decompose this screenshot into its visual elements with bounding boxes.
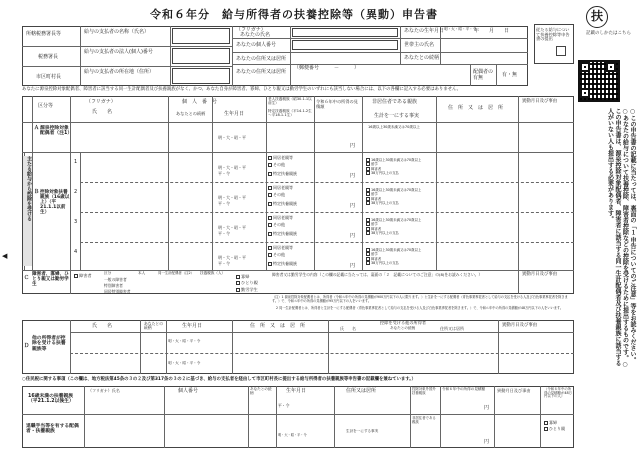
disability-row-1: 特別障害者 [104,283,123,288]
spouse-value[interactable]: 有・無 [502,72,518,78]
era-b-4: 明・大・昭・平 [218,255,246,260]
payer-name-field[interactable] [172,28,230,44]
dep-opt-4a: 同居老親等 [268,246,293,250]
yen-a: 円 [350,143,356,149]
payer-name-label: 給与の支払者の名称（氏名） [84,29,150,35]
resident-tax-table [22,386,574,448]
relation-label: あなたとの続柄 [404,55,440,61]
vertical-note: ○この申告書の記載に当たっては、裏面の「１ 申告についてのご注意」等をお読みください。○あなたの給与について扶養控除、障害者控除などの控除を受けるために提出するものです。○この申告書は、源泉控除対象配偶者、障害者に該当する同一生計配偶者及び扶養親族に該当する人がいない人も提出する必要があります。 [606,108,636,368]
checkbox[interactable] [366,162,370,166]
res-row2-nonres: 非居住者である親族 [412,416,436,424]
section-a-title: 源泉控除対象配偶者（注1） [40,126,73,137]
checkbox[interactable] [366,188,370,192]
ymd-label: 年 月 日 [474,28,510,34]
your-number-label: あなたの個人番号 [236,42,277,48]
dep-opt-2a: 同居老親等 [268,186,293,190]
section-b-label: Ｂ [34,189,40,195]
d-hdr-other: 控除を受ける他の所得者 [380,320,427,325]
checkbox[interactable] [366,218,370,222]
your-name-label: あなたの氏名 [240,32,271,38]
era-rh-b-1: 平・令 [218,171,230,176]
dep-opt-1a: 同居老親等 [268,156,293,160]
checkbox[interactable] [236,275,240,279]
birth-label: あなたの生年月日 [404,28,445,34]
checkbox[interactable] [366,167,370,171]
qr-corner-icon [606,62,616,72]
res-hdr-relation: あなたとの続柄 [250,387,272,395]
widow-opts: 寡婦 ひとり親 勤労学生 [236,274,258,293]
your-number-field[interactable] [292,40,398,50]
checkbox[interactable] [544,421,548,425]
era-b-2: 明・大・昭・平 [218,195,246,200]
dep-opt-3a: 同居老親等 [268,216,293,220]
payer-address-field[interactable] [172,68,230,84]
res-era-1: 平・令 [278,403,290,408]
yen-b-2: 円 [350,203,356,209]
spouse-label: 配偶者の有無 [473,69,494,81]
res-right-opts: 寡婦 ひとり親 [544,420,565,433]
notice-text: あなたに源泉控除対象配偶者、障害者に該当する同一生計配偶者及び扶養親族がなく、かつ、あなた自身が障害者、寡婦、ひとり親又は勤労学生のいずれにも該当しない場合には、以下の各欄に記入する必要はありません。 [22,87,462,92]
d-era-2: 明・大・昭・平・令 [168,361,201,365]
d-era-1: 明・大・昭・平・令 [168,339,201,343]
yen-b-3: 円 [350,233,356,239]
checkbox[interactable] [366,261,370,265]
payer-number-field[interactable] [172,48,230,64]
checkbox[interactable] [366,227,370,231]
checkbox[interactable] [236,288,240,292]
form-stamp: 扶 [586,6,608,28]
footnote-1: （注）1 源泉控除対象配偶者とは、所得者（令和６年中の所得の見積額が900万円以下の人に限ります。）と生計を一にする配偶者（青色事業専従者として給与の支払を受ける人及び白色事業専従者を除きます。）で、令和６年中の所得の見積額が95万円以下の人をいいます。 [272,295,568,303]
tax-office-name-label: 税務署長 [38,54,59,60]
householder-label: 世帯主の氏名 [404,42,435,48]
yen-b-1: 円 [350,173,356,179]
era-rh-b-4: 平・令 [218,261,230,266]
res-hdr-birth: 生年月日 [286,388,307,394]
yen-b-4: 円 [350,263,356,269]
era-label: 明・大・昭・平・令 [444,27,477,31]
res-hdr-change: 異動月日及び事由 [497,388,531,393]
resident-row2-title: 退職手当等を有する配偶者・扶養親族 [26,424,79,435]
d-hdr-change: 異動月日及び事由 [502,323,538,328]
page-title: 令和６年分 給与所得者の扶養控除等（異動）申告書 [150,8,438,21]
checkbox[interactable] [366,222,370,226]
nonres-opts-4: 16歳以上30歳未満又は70歳以上 留学 障害者 38万円以上の支払 [366,248,421,266]
spec-opt-4: 特定扶養親族 [268,262,297,266]
hdr-nonresident: 非居住者である親族 [372,99,418,105]
your-address-label: あなたの住所又は居所 [236,56,287,62]
hdr-change-date: 異動月日及び事由 [522,99,558,104]
section-b-title: 控除対象扶養親族（16歳以上）（平21.1.1以前生） [40,190,70,216]
resident-tax-title: ○住民税に関する事項（この欄は、地方税法第45条の３の２及び第317条の３の２に基づき、給与の支払者を経由して市区町村長に提出する給与所得者の扶養親族等申告書の記載欄を兼ねています。） [22,377,416,382]
checkbox[interactable] [366,252,370,256]
nonres-opts-1: 16歳以上30歳未満又は70歳以上 留学 障害者 38万円以上の支払 [366,158,421,176]
disability-col-2: 同一生計配偶者（注2） [158,271,195,275]
res-hdr-address: 住所又は居所 [346,388,377,394]
main-table [22,96,574,294]
checkbox[interactable] [268,202,272,206]
checkbox[interactable] [366,158,370,162]
spec-opt-3: 特定扶養親族 [268,232,297,236]
res-hdr-income: 令和６年中の所得の見積額 [442,387,486,391]
side-box-note: 従たる給与について扶養控除等申告書の提出 [536,27,570,42]
postal-label: （郵便番号 － ） [294,65,360,71]
dep-opt-4b: その他 [268,253,285,257]
spec-opt-2: 特定扶養親族 [268,202,297,206]
res-hdr-number: 個人番号 [178,388,199,394]
checkbox[interactable] [268,156,272,160]
tax-office-label: 所轄税務署長等 [26,31,62,37]
section-a-label: Ａ [34,125,40,131]
checkbox[interactable] [268,262,272,266]
checkbox[interactable] [268,172,272,176]
res-hdr-name: （フリガナ）氏名 [88,388,120,393]
checkbox[interactable] [268,186,272,190]
res-hdr-foreign: 控除対象外国外扶養親族 [412,387,436,395]
checkbox[interactable] [366,201,370,205]
row-b-1: 1 [74,159,78,165]
payer-number-label: 給与の支払者の法人(個人)番号 [84,49,153,55]
checkbox[interactable] [366,197,370,201]
qr-corner-icon [580,62,590,72]
checkbox[interactable] [268,163,272,167]
checkbox[interactable] [268,246,272,250]
checkbox[interactable] [366,248,370,252]
resident-row1-title: 16歳未満の扶養親族（平21.1.2以後生） [28,394,74,405]
era-b-3: 明・大・昭・平 [218,225,246,230]
hdr-address: 住 所 又 は 居 所 [448,105,504,111]
disability-col-3: 扶養親族（人） [200,271,226,275]
qr-corner-icon [580,88,590,98]
disability-row-0: 一般の障害者 [104,277,127,282]
change-date-c: 異動月日及び事由 [522,272,558,277]
d-hdr-address: 住 所 又 は 居 所 [250,323,306,329]
era-b-1: 明・大・昭・平 [218,165,246,170]
your-address-label2: あなたの住所又は居所 [236,69,287,75]
era-rh-b-3: 平・令 [218,231,230,236]
checkbox[interactable] [236,281,240,285]
hdr-same-household: 生計を一にする事実 [374,113,420,119]
dep-opt-3b: その他 [268,223,285,227]
hdr-birth: 生年月日 [224,111,245,117]
hdr-relation: あなたとの続柄 [176,111,206,116]
payer-address-label: 給与の支払者の所在地（住所） [84,69,155,75]
row-b-2: 2 [74,189,78,195]
res-right-note: （令和６年中の所得の見積額が48万円以下の人） [544,387,573,399]
section-d-title: 他の所得者が控除を受ける扶養親族等 [32,336,66,352]
your-name-field[interactable] [292,28,398,37]
left-group-label: 主たる給与から控除を受ける [23,156,32,266]
checkbox[interactable] [268,232,272,236]
hdr-specific: 特定扶養親族（平14.1.2生～平18.1.1生） [268,109,312,117]
d-sub-address: 住所又は居所 [440,326,464,331]
section-c-title: 障害者、寡婦、ひとり親又は勤労学生 [32,272,69,288]
furigana-label: （フリガナ） [236,27,266,33]
nonres-opts-3: 16歳以上30歳未満又は70歳以上 留学 障害者 38万円以上の支払 [366,218,421,236]
era-rh-b-2: 平・令 [218,201,230,206]
disability-col-0: 区分 [104,271,112,275]
res-yen-2: 円 [484,439,490,445]
disability-label: 障害者 [74,274,92,279]
dep-opt-1b: その他 [268,163,285,167]
checkbox[interactable] [268,193,272,197]
checkbox[interactable] [366,192,370,196]
d-hdr-birth: 生年月日 [182,323,203,329]
checkbox[interactable] [544,427,548,431]
nonresident-options-a[interactable]: 16歳以上30歳未満又は70歳以上 [368,125,420,129]
triangle-marker-icon: ◀ [2,252,8,260]
hdr-elderly: 老人扶養親族（昭30.1.1以前生） [268,97,312,105]
d-hdr-relation: あなたとの続柄 [144,321,163,331]
section-d-label: Ｄ [24,343,30,349]
checkbox[interactable] [366,231,370,235]
row-b-3: 3 [74,219,78,225]
instructions-link[interactable]: 記載のしかたはこちら [586,31,631,36]
hdr-name: 氏 名 [92,109,113,115]
dep-opt-2b: その他 [268,193,285,197]
disabled-note: 障害者又は勤労学生の内容（この欄の記載に当たっては、裏面の「２ 記載についてのご注意」の(8)をお読みください。） [272,272,483,277]
disability-row-2: 同居特別障害者 [104,289,131,294]
footnote-2: 2 同一生計配偶者とは、所得者と生計を一にする配偶者（青色事業専従者として給与の支払を受ける人及び白色事業専従者を除きます。）で、令和６年中の所得の見積額が48万円以下の人をいいます。 [276,306,564,310]
nonres-opts-2: 16歳以上30歳未満又は70歳以上 留学 障害者 38万円以上の支払 [366,188,421,206]
d-sub-name: 氏 名 [340,326,356,331]
hdr-category: 区分等 [38,103,54,109]
checkbox[interactable] [268,216,272,220]
checkbox[interactable] [366,171,370,175]
section-c-label: Ｃ [24,275,30,281]
d-sub-relation: あなたとの続柄 [390,326,416,330]
res-row2-household: 生計を一にする事実 [346,429,379,433]
city-label: 市区町村長 [36,74,62,80]
side-checkbox[interactable] [556,46,566,56]
d-hdr-name: 氏 名 [92,323,113,329]
checkbox[interactable] [268,253,272,257]
res-era-2: 明・大・昭・平・令 [278,433,307,437]
checkbox[interactable] [74,274,78,278]
row-b-4: 4 [74,249,78,255]
hdr-personal-number: 個 人 番 号 [182,99,218,105]
checkbox[interactable] [268,223,272,227]
hdr-income: 令和６年中の所得の見積額 [316,99,358,109]
res-yen-1: 円 [484,405,490,411]
spec-opt-1: 特定扶養親族 [268,172,297,176]
disability-col-1: 本人 [138,271,146,275]
checkbox[interactable] [366,257,370,261]
era-short-a: 明・大・昭・平 [218,135,246,140]
hdr-furigana: （フリガナ） [86,99,116,105]
